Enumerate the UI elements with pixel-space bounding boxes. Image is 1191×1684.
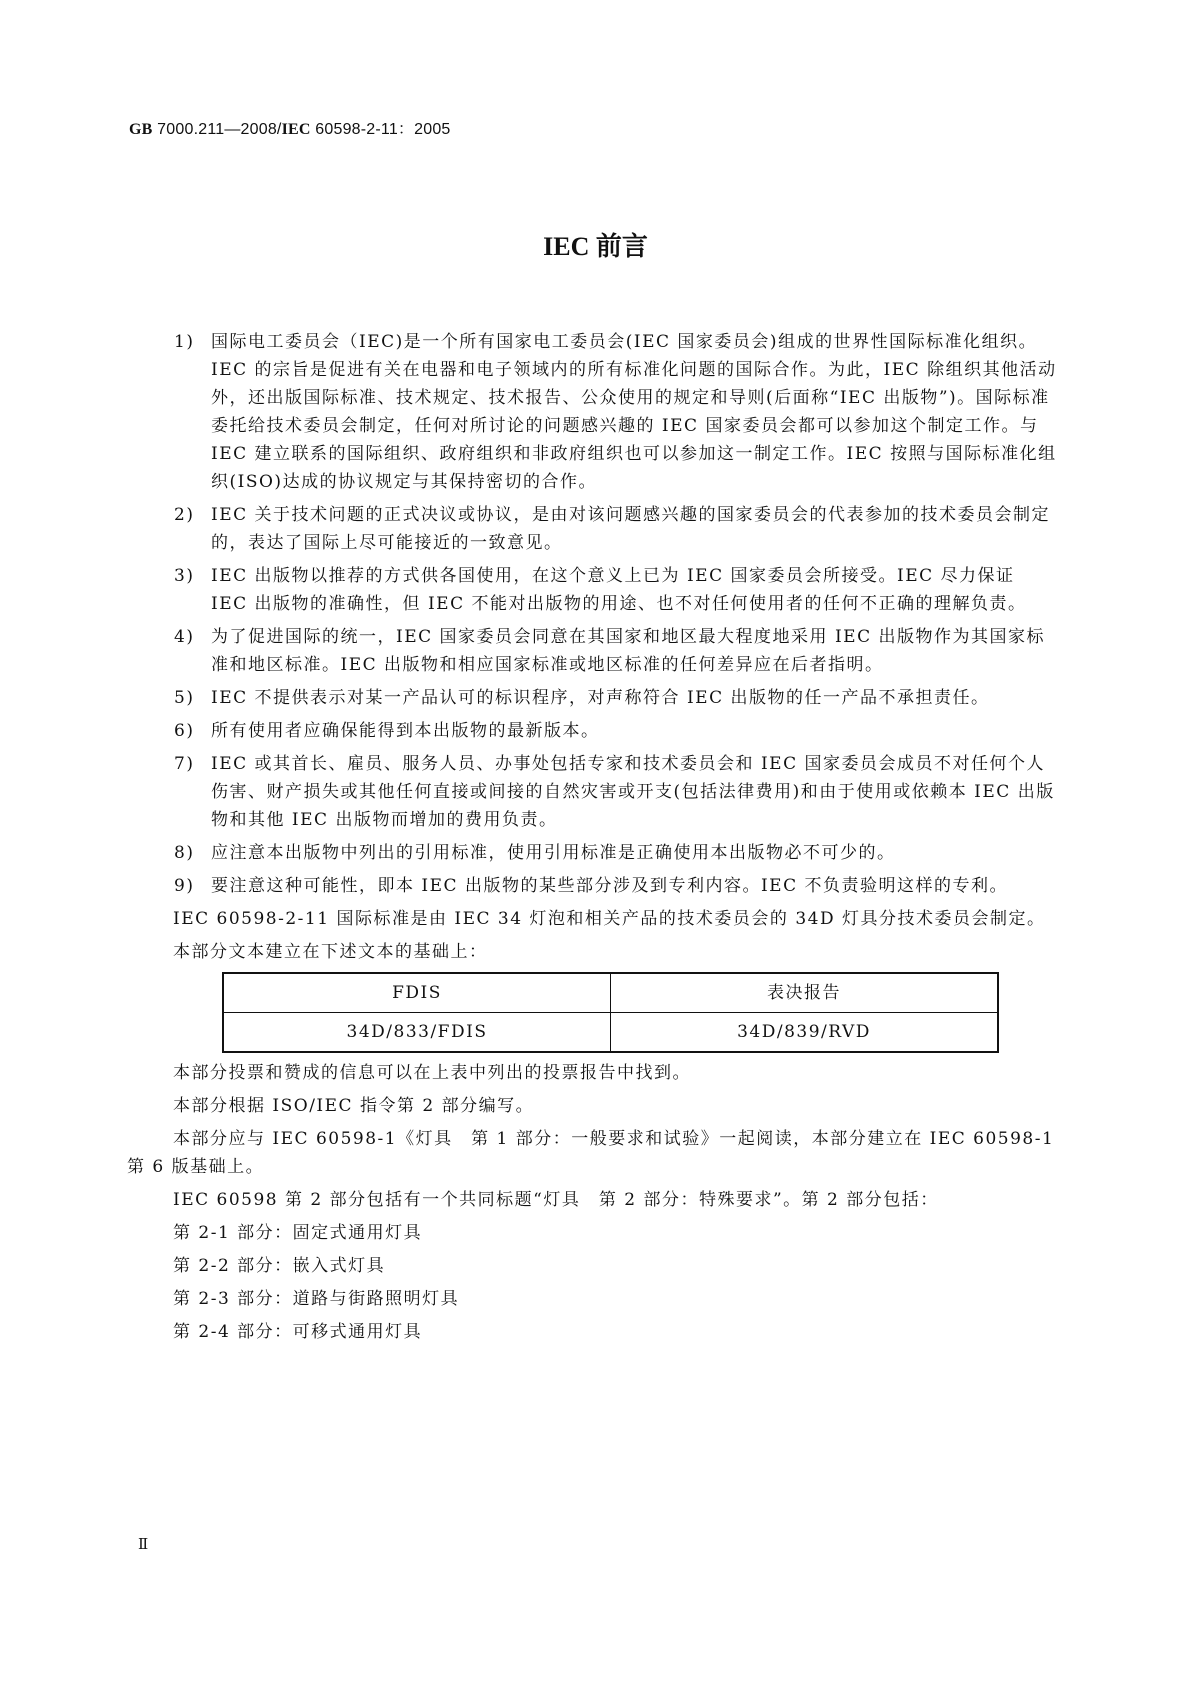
clause-text: 要注意这种可能性，即本 IEC 出版物的某些部分涉及到专利内容。IEC 不负责验明这样的专利。 [211,876,1008,896]
table-header-vote-report: 表决报告 [611,973,999,1013]
voting-table [222,972,999,1053]
clause-text: 应注意本出版物中列出的引用标准，使用引用标准是正确使用本出版物必不可少的。 [211,843,896,863]
parts-list-item: 第 2-1 部分：固定式通用灯具 [173,1223,423,1243]
clause-number: 5) [174,688,195,708]
paragraph-part2-title: IEC 60598 第 2 部分包括有一个共同标题“灯具 第 2 部分：特殊要求”。第 2 部分包括： [173,1190,939,1210]
header-gb-number: 7000.211—2008/ [152,121,282,138]
table-cell-fdis: 34D/833/FDIS [223,1013,611,1053]
clause-item [127,623,1057,679]
clause-text: IEC 关于技术问题的正式决议或协议，是由对该问题感兴趣的国家委员会的代表参加的技术委员会制定的，表达了国际上尽可能接近的一致意见。 [211,505,1051,553]
header-iec-number: 60598-2-11：2005 [310,121,451,138]
page-number: Ⅱ [138,1537,149,1553]
clause-item [127,562,1057,618]
clause-number: 1) [174,332,195,352]
clause-number: 6) [174,721,195,741]
clause-number: 9) [174,876,195,896]
parts-list-item: 第 2-4 部分：可移式通用灯具 [173,1322,423,1342]
header-gb-code: GB [129,121,153,138]
clause-text: 所有使用者应确保能得到本出版物的最新版本。 [211,721,600,741]
table-cell-rvd: 34D/839/RVD [611,1013,999,1053]
running-header [129,116,451,139]
page-title: IEC 前言 [543,232,648,261]
document-body [127,328,1057,1351]
clause-item [127,501,1057,557]
table-header-fdis: FDIS [223,973,611,1013]
clause-item [127,717,1057,745]
paragraph-committee: IEC 60598-2-11 国际标准是由 IEC 34 灯泡和相关产品的技术委员会的 34D 灯具分技术委员会制定。 [173,909,1046,929]
clause-number: 7) [174,754,195,774]
clause-item [127,839,1057,867]
table-header-row [223,973,998,1013]
clause-text: IEC 不提供表示对某一产品认可的标识程序，对声称符合 IEC 出版物的任一产品不承担责任。 [211,688,990,708]
clause-text: IEC 出版物以推荐的方式供各国使用，在这个意义上已为 IEC 国家委员会所接受。IEC 尽力保证 IEC 出版物的准确性，但 IEC 不能对出版物的用途、也不对任何使用者的任何不正确的理解负责。 [211,566,1027,614]
paragraph-voting-info: 本部分投票和赞成的信息可以在上表中列出的投票报告中找到。 [173,1063,691,1083]
header-iec-code: IEC [281,121,311,138]
clause-text: 为了促进国际的统一，IEC 国家委员会同意在其国家和地区最大程度地采用 IEC 出版物作为其国家标准和地区标准。IEC 出版物和相应国家标准或地区标准的任何差异应在后者指明。 [211,627,1045,675]
table-row [223,1013,998,1053]
clause-item [127,328,1057,496]
parts-list-item: 第 2-2 部分：嵌入式灯具 [173,1256,386,1276]
clause-item [127,872,1057,900]
clause-text: 国际电工委员会（IEC)是一个所有国家电工委员会(IEC 国家委员会)组成的世界性国际标准化组织。IEC 的宗旨是促进有关在电器和电子领域内的所有标准化问题的国际合作。为此，IEC 除组织其他活动外，还出版国际标准、技术规定、技术报告、公众使用的规定和导则(后面称“IEC 出版物”)。国际标准委托给技术委员会制定，任何对所讨论的问题感兴趣的 IEC 国家委员会都可以参加这个制定工作。与 IEC 建立联系的国际组织、政府组织和非政府组织也可以参加这一制定工作。IEC 按照与国际标准化组织(ISO)达成的协议规定与其保持密切的合作。 [211,332,1057,492]
paragraph-directives: 本部分根据 ISO/IEC 指令第 2 部分编写。 [173,1096,535,1116]
clause-number: 2) [174,505,195,525]
clause-text: IEC 或其首长、雇员、服务人员、办事处包括专家和技术委员会和 IEC 国家委员会成员不对任何个人伤害、财产损失或其他任何直接或间接的自然灾害或开支(包括法律费用)和由于使用或依赖本 IEC 出版物和其他 IEC 出版物而增加的费用负责。 [211,754,1055,830]
clause-number: 3) [174,566,195,586]
clause-number: 8) [174,843,195,863]
clause-item [127,684,1057,712]
paragraph-based-on: 本部分文本建立在下述文本的基础上： [173,942,488,962]
clause-item [127,750,1057,834]
paragraph-read-with: 本部分应与 IEC 60598-1《灯具 第 1 部分：一般要求和试验》一起阅读，本部分建立在 IEC 60598-1 第 6 版基础上。 [127,1129,1055,1177]
clause-number: 4) [174,627,195,647]
parts-list-item: 第 2-3 部分：道路与街路照明灯具 [173,1289,460,1309]
